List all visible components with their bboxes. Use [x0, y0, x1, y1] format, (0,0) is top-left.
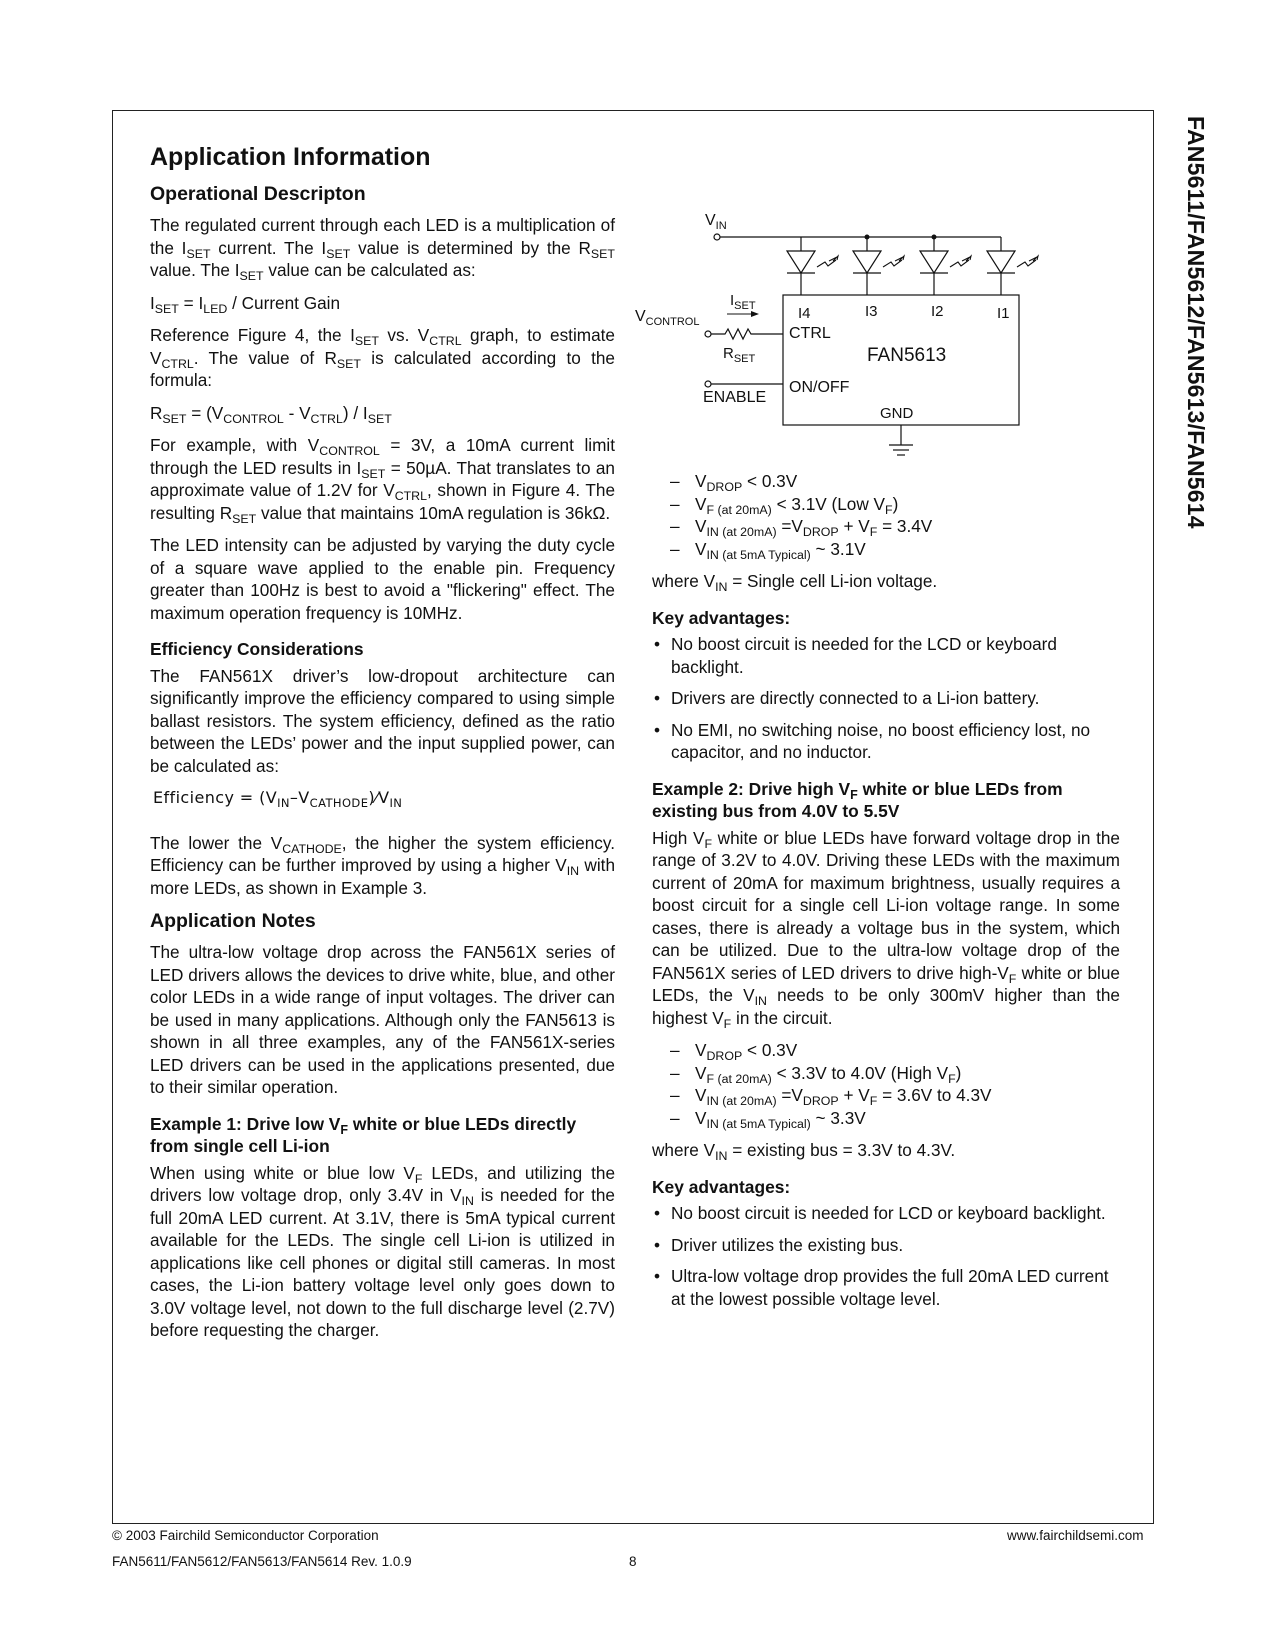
example1-where: where $V_{IN}$ = Single cell Li-ion voltage.	[652, 571, 938, 594]
vcontrol-terminal	[705, 331, 711, 337]
condition-item: – $V_{IN (at 20mA)} =V_{DROP} + V_F = 3.6V$ to 4.3V	[670, 1085, 992, 1108]
pin-i4: I4	[798, 305, 811, 322]
example1-bullets	[652, 633, 1120, 764]
example2-key-title: Key advantages:	[652, 1176, 791, 1197]
operational-p2: Reference Figure 4, the $I_{SET}$ vs. $V_{CTRL}$ graph, to estimate $V_{CTRL}$. The value of $R_{SET}$ is calculated according to the formula:	[150, 325, 615, 390]
example1-conditions	[670, 470, 1120, 560]
bullet-item: • Ultra-low voltage drop provides the full 20mA LED current at the lowest possible voltage level.	[654, 1266, 1109, 1309]
condition-item: – $V_{F (at 20mA)} < 3.1V$ (Low $V_F$)	[670, 493, 899, 517]
footer-copyright: © 2003 Fairchild Semiconductor Corporation	[112, 1528, 379, 1543]
page-heading: Application Information	[150, 143, 431, 171]
bullet-item: • No boost circuit is needed for the LCD or keyboard backlight.	[654, 634, 1057, 677]
pin-i2: I2	[931, 303, 944, 320]
operational-p4: The LED intensity can be adjusted by varying the duty cycle of a square wave applied to the enable pin. Frequency greater than 100Hz is best to avoid a "flickering" effect. The maximum operation frequency is 10MHz.	[150, 535, 615, 623]
led-3	[853, 237, 904, 295]
footer-website: www.fairchildsemi.com	[1007, 1528, 1144, 1543]
led-4	[787, 237, 838, 295]
condition-item: – $V_{DROP} < 0.3V$	[670, 471, 798, 494]
bullet-item: • Drivers are directly connected to a Li-ion battery.	[654, 688, 1040, 708]
operational-p1: The regulated current through each LED is a multiplication of the $I_{SET}$ current. The $I_{SET}$ value is determined by the $R_{SET}$ value. The $I_{SET}$ value can be calculated as:	[150, 215, 615, 283]
condition-item: – $V_{IN (at 5mA Typical)}$ ~ 3.3V	[670, 1107, 866, 1131]
led-1	[987, 237, 1038, 295]
sidebar-title: FAN5611/FAN5612/FAN5613/FAN5614	[1183, 116, 1209, 529]
led-2	[920, 237, 971, 295]
rset-label: $R_{SET}$	[723, 345, 756, 365]
footer-page-number: 8	[629, 1554, 637, 1569]
rset-resistor	[711, 329, 783, 339]
condition-item: – $V_{IN (at 5mA Typical)}$ ~ 3.1V	[670, 538, 866, 562]
vin-terminal	[714, 234, 720, 240]
efficiency-p1: The FAN561X driver’s low-dropout architecture can significantly improve the efficiency compared to using simple ballast resistors. The system efficiency, defined as the ratio between the LEDs’ power and the input supplied power, can be calculated as:	[150, 665, 615, 776]
bullet-item: • Driver utilizes the existing bus.	[654, 1234, 904, 1255]
efficiency-equation: Efficiency = $(V_{IN}-V_{CATHODE})⁄V_{IN}$	[153, 788, 403, 810]
condition-item: – $V_{F (at 20mA)} < 3.3V$ to 4.0V (High $V_F$)	[670, 1062, 962, 1086]
example1-key-title: Key advantages:	[652, 607, 791, 628]
onoff-pin: ON/OFF	[789, 379, 850, 396]
example2-title: Example 2: Drive high $V_F$ white or blue LEDs from existing bus from 4.0V to 5.5V	[652, 778, 1063, 821]
app-notes-p1: The ultra-low voltage drop across the FAN561X series of LED drivers allows the devices to drive white, blue, and other color LEDs in a wide range of input voltages. The driver can be used in many applications. Although only the FAN5613 is shown in all three examples, any of the FAN561X-series LED drivers can be used in the applications presented, due to their similar operation.	[150, 942, 615, 1097]
chip-label: FAN5613	[867, 345, 947, 366]
pin-i3: I3	[865, 303, 878, 320]
circuit-diagram	[635, 205, 1125, 465]
condition-item: – $V_{DROP} < 0.3V$	[670, 1040, 798, 1063]
operational-p3: For example, with $V_{CONTROL} = 3V$, a 10mA current limit through the LED results in $I_{SET} = 50\mu A$. That translates to an approximate value of 1.2V for $V_{CTRL}$, shown in Figure 4. The resulting $R_{SET}$ value that maintains 10mA regulation is 36kΩ.	[150, 435, 615, 526]
ctrl-pin: CTRL	[789, 325, 831, 342]
pin-i1: I1	[997, 305, 1010, 322]
enable-label: ENABLE	[703, 389, 767, 406]
efficiency-p2: The lower the $V_{CATHODE}$, the higher the system efficiency. Efficiency can be further improved by using a higher $V_{IN}$ with more LEDs, as shown in Example 3.	[150, 832, 616, 898]
example2-where: where $V_{IN}$ = existing bus = 3.3V to 4.3V.	[652, 1140, 956, 1163]
example1-p1: When using white or blue low $V_F$ LEDs, and utilizing the drivers low voltage drop, only 3.4V in $V_{IN}$ is needed for the full 20mA LED current. At 3.1V, there is 5mA typical current available for the LEDs. The single cell Li-ion is utilized in applications like cell phones or digital still cameras. In most cases, the Li-ion battery voltage level only goes down to 3.0V voltage level, not down to the full discharge level (2.7V) before requesting the charger.	[150, 1162, 616, 1340]
condition-item: – $V_{IN (at 20mA)} =V_{DROP} + V_F = 3.4V$	[670, 516, 933, 539]
enable-terminal	[705, 381, 711, 387]
vin-label: $V_{IN}$	[705, 212, 727, 232]
iset-equation: $I_{SET} = I_{LED}$ / Current Gain	[150, 292, 341, 316]
iset-label: $I_{SET}$	[730, 292, 756, 312]
bullet-item: • No boost circuit is needed for LCD or keyboard backlight.	[654, 1203, 1106, 1223]
app-notes-title: Application Notes	[150, 910, 316, 932]
footer-doc-rev: FAN5611/FAN5612/FAN5613/FAN5614 Rev. 1.0.9	[112, 1554, 412, 1569]
vcontrol-label: $V_{CONTROL}$	[635, 308, 700, 328]
efficiency-title: Efficiency Considerations	[150, 639, 364, 659]
example2-bullets	[652, 1202, 1120, 1310]
rset-equation: $R_{SET} = (V_{CONTROL} - V_{CTRL}) / I_{SET}$	[150, 402, 392, 426]
bullet-item: • No EMI, no switching noise, no boost efficiency lost, no capacitor, and no inductor.	[654, 719, 1091, 762]
operational-title: Operational Descripton	[150, 183, 366, 205]
example1-title: Example 1: Drive low $V_F$ white or blue LEDs directly from single cell Li-ion	[150, 1113, 577, 1156]
example2-p1: High $V_F$ white or blue LEDs have forward voltage drop in the range of 3.2V to 4.0V. Driving these LEDs with the maximum current of 20mA for maximum brightness, usually requires a boost circuit for a single cell Li-ion voltage range. In some cases, there is already a voltage bus in the system, which can be utilized. Due to the ultra-low voltage drop of the FAN561X series of LED drivers to drive high-$V_F$ white or blue LEDs, the $V_{IN}$ needs to be only 300mV higher than the highest $V_F$ in the circuit.	[652, 827, 1120, 1031]
gnd-pin: GND	[880, 405, 914, 422]
example2-conditions	[670, 1039, 1120, 1129]
left-column	[150, 134, 615, 1352]
right-column	[652, 470, 1120, 1319]
